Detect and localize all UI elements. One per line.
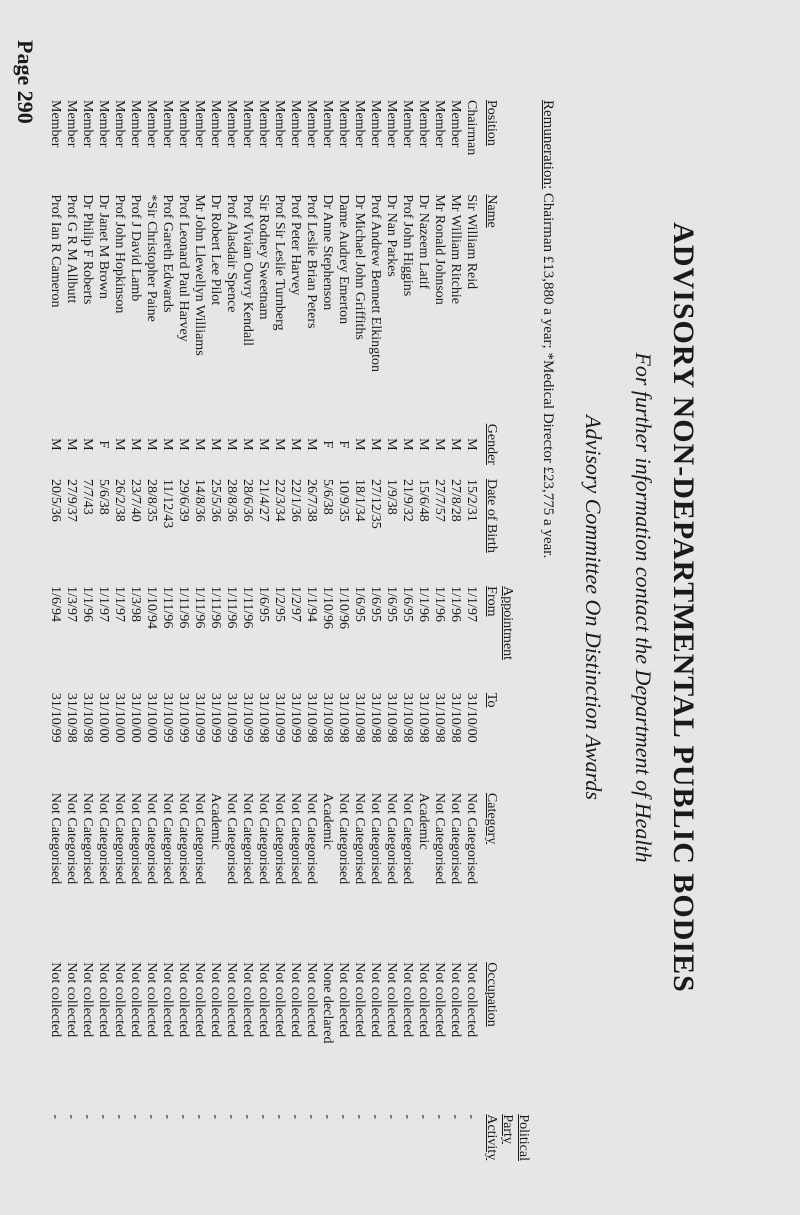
- header-date-of-birth: Date of Birth: [484, 478, 499, 553]
- cell-appointment-from: 1/11/96: [208, 586, 223, 629]
- cell-political: -: [160, 1114, 175, 1119]
- cell-appointment-to: 31/10/00: [128, 692, 143, 743]
- cell-occupation: Not collected: [368, 962, 383, 1038]
- cell-date-of-birth: 27/9/37: [64, 478, 79, 522]
- cell-occupation: None declared: [320, 962, 335, 1044]
- table-row: [191, 100, 207, 1175]
- cell-occupation: Not collected: [384, 962, 399, 1038]
- cell-appointment-from: 1/6/94: [48, 586, 63, 622]
- cell-position: Member: [368, 100, 383, 148]
- cell-appointment-to: 31/10/98: [256, 692, 271, 743]
- cell-appointment-from: 1/6/95: [384, 586, 399, 622]
- cell-occupation: Not collected: [352, 962, 367, 1038]
- cell-appointment-from: 1/2/95: [272, 586, 287, 622]
- cell-date-of-birth: 28/6/36: [240, 478, 255, 522]
- cell-position: Member: [208, 100, 223, 148]
- cell-occupation: Not collected: [64, 962, 79, 1038]
- cell-position: Member: [64, 100, 79, 148]
- cell-category: Academic: [208, 792, 223, 850]
- cell-name: Sir William Reid: [464, 194, 479, 290]
- cell-appointment-to: 31/10/98: [80, 692, 95, 743]
- cell-occupation: Not collected: [336, 962, 351, 1038]
- cell-gender: M: [432, 438, 447, 451]
- cell-category: Academic: [320, 792, 335, 850]
- cell-date-of-birth: 23/7/40: [128, 478, 143, 522]
- cell-name: Prof Ian R Cameron: [48, 194, 63, 308]
- cell-date-of-birth: 11/12/43: [160, 478, 175, 529]
- header-occupation: Occupation: [484, 962, 499, 1027]
- cell-date-of-birth: 21/9/32: [400, 478, 415, 522]
- cell-name: Sir Rodney Sweetnam: [256, 194, 271, 320]
- header-political: Political Party Activity: [484, 1114, 531, 1161]
- cell-position: Member: [400, 100, 415, 148]
- cell-occupation: Not collected: [176, 962, 191, 1038]
- cell-gender: M: [400, 438, 415, 451]
- cell-position: Member: [80, 100, 95, 148]
- cell-gender: M: [176, 438, 191, 451]
- cell-occupation: Not collected: [464, 962, 479, 1038]
- table-row: [415, 100, 431, 1175]
- cell-gender: M: [384, 438, 399, 451]
- cell-occupation: Not collected: [448, 962, 463, 1038]
- cell-political: -: [64, 1114, 79, 1119]
- cell-category: Not Categorised: [80, 792, 95, 885]
- cell-gender: M: [288, 438, 303, 451]
- cell-political: -: [304, 1114, 319, 1119]
- table-row: [447, 100, 463, 1175]
- cell-appointment-from: 1/2/97: [288, 586, 303, 622]
- cell-category: Not Categorised: [112, 792, 127, 885]
- cell-date-of-birth: 22/1/36: [288, 478, 303, 522]
- cell-name: Prof J David Lamb: [128, 194, 143, 302]
- cell-political: -: [384, 1114, 399, 1119]
- table-row: [223, 100, 239, 1175]
- table-row: [47, 100, 63, 1175]
- cell-occupation: Not collected: [112, 962, 127, 1038]
- page-subtitle: For further information contact the Department of Health: [631, 352, 656, 863]
- cell-gender: M: [128, 438, 143, 451]
- cell-date-of-birth: 27/7/57: [432, 478, 447, 522]
- cell-name: Dr Nazeem Latif: [416, 194, 431, 290]
- cell-appointment-to: 31/10/00: [464, 692, 479, 743]
- cell-name: Prof Alasdair Spence: [224, 194, 239, 313]
- cell-appointment-to: 31/10/98: [400, 692, 415, 743]
- cell-position: Member: [288, 100, 303, 148]
- cell-appointment-from: 1/3/97: [64, 586, 79, 622]
- cell-appointment-to: 31/10/99: [48, 692, 63, 743]
- cell-name: Dr Robert Lee Pilot: [208, 194, 223, 306]
- cell-political: -: [432, 1114, 447, 1119]
- cell-appointment-from: 1/11/96: [240, 586, 255, 629]
- cell-name: Prof John Hopkinson: [112, 194, 127, 314]
- cell-category: Not Categorised: [368, 792, 383, 885]
- cell-date-of-birth: 5/6/38: [320, 478, 335, 515]
- cell-name: Dr Janet M Brown: [96, 194, 111, 299]
- cell-gender: M: [160, 438, 175, 451]
- table-row: [63, 100, 79, 1175]
- cell-position: Member: [256, 100, 271, 148]
- table-row: [175, 100, 191, 1175]
- cell-gender: M: [112, 438, 127, 451]
- cell-gender: M: [144, 438, 159, 451]
- cell-occupation: Not collected: [96, 962, 111, 1038]
- cell-gender: M: [352, 438, 367, 451]
- cell-appointment-from: 1/11/96: [224, 586, 239, 629]
- cell-position: Member: [352, 100, 367, 148]
- cell-appointment-to: 31/10/98: [384, 692, 399, 743]
- cell-position: Member: [240, 100, 255, 148]
- cell-gender: F: [320, 440, 335, 449]
- table-row: [463, 100, 479, 1175]
- cell-category: Not Categorised: [288, 792, 303, 885]
- cell-gender: M: [256, 438, 271, 451]
- cell-appointment-from: 1/1/96: [416, 586, 431, 622]
- table-row: [111, 100, 127, 1175]
- cell-political: -: [336, 1114, 351, 1119]
- cell-gender: M: [304, 438, 319, 451]
- cell-category: Not Categorised: [240, 792, 255, 885]
- header-category: Category: [484, 792, 499, 845]
- members-table: [47, 100, 531, 1175]
- cell-date-of-birth: 5/6/38: [96, 478, 111, 515]
- cell-political: -: [256, 1114, 271, 1119]
- cell-political: -: [176, 1114, 191, 1119]
- cell-political: -: [288, 1114, 303, 1119]
- table-row: [431, 100, 447, 1175]
- cell-appointment-to: 31/10/99: [224, 692, 239, 743]
- cell-category: Not Categorised: [336, 792, 351, 885]
- cell-occupation: Not collected: [256, 962, 271, 1038]
- cell-appointment-to: 31/10/00: [112, 692, 127, 743]
- table-row: [399, 100, 415, 1175]
- cell-appointment-from: 1/11/96: [176, 586, 191, 629]
- cell-occupation: Not collected: [208, 962, 223, 1038]
- table-row: [159, 100, 175, 1175]
- header-gender: Gender: [484, 423, 499, 465]
- cell-date-of-birth: 14/8/36: [192, 478, 207, 522]
- cell-appointment-from: 1/3/98: [128, 586, 143, 622]
- cell-gender: F: [96, 440, 111, 449]
- body-name: Advisory Committee On Distinction Awards: [581, 415, 606, 800]
- cell-category: Not Categorised: [96, 792, 111, 885]
- cell-gender: M: [464, 438, 479, 451]
- cell-appointment-from: 1/10/96: [320, 586, 335, 629]
- cell-category: Not Categorised: [304, 792, 319, 885]
- cell-appointment-to: 31/10/98: [448, 692, 463, 743]
- header-position: Position: [484, 100, 499, 146]
- cell-position: Member: [128, 100, 143, 148]
- remuneration-label: Remuneration:: [540, 100, 556, 190]
- cell-political: -: [80, 1114, 95, 1119]
- table-row: [287, 100, 303, 1175]
- cell-category: Not Categorised: [272, 792, 287, 885]
- table-row: [319, 100, 335, 1175]
- cell-appointment-from: 1/1/96: [80, 586, 95, 622]
- cell-occupation: Not collected: [304, 962, 319, 1038]
- table-row: [383, 100, 399, 1175]
- cell-category: Not Categorised: [448, 792, 463, 885]
- cell-political: -: [448, 1114, 463, 1119]
- cell-political: -: [400, 1114, 415, 1119]
- table-row: [143, 100, 159, 1175]
- cell-category: Not Categorised: [160, 792, 175, 885]
- cell-occupation: Not collected: [192, 962, 207, 1038]
- cell-occupation: Not collected: [160, 962, 175, 1038]
- cell-date-of-birth: 7/7/43: [80, 478, 95, 515]
- cell-appointment-to: 31/10/99: [208, 692, 223, 743]
- cell-occupation: Not collected: [400, 962, 415, 1038]
- cell-date-of-birth: 15/2/31: [464, 478, 479, 522]
- cell-appointment-from: 1/11/96: [192, 586, 207, 629]
- cell-appointment-from: 1/10/96: [336, 586, 351, 629]
- cell-name: Dame Audrey Emerton: [336, 194, 351, 325]
- cell-position: Member: [48, 100, 63, 148]
- cell-appointment-to: 31/10/98: [368, 692, 383, 743]
- cell-appointment-from: 1/1/94: [304, 586, 319, 622]
- cell-gender: M: [448, 438, 463, 451]
- cell-political: -: [192, 1114, 207, 1119]
- cell-category: Not Categorised: [176, 792, 191, 885]
- cell-political: -: [240, 1114, 255, 1119]
- cell-category: Not Categorised: [384, 792, 399, 885]
- cell-appointment-to: 31/10/99: [240, 692, 255, 743]
- cell-name: Prof Leslie Brian Peters: [304, 194, 319, 329]
- cell-name: Prof Sir Leslie Turnberg: [272, 194, 287, 331]
- table-row: [335, 100, 351, 1175]
- cell-political: -: [272, 1114, 287, 1119]
- cell-category: Not Categorised: [128, 792, 143, 885]
- cell-date-of-birth: 26/7/38: [304, 478, 319, 522]
- cell-name: Prof John Higgins: [400, 194, 415, 297]
- cell-occupation: Not collected: [224, 962, 239, 1038]
- cell-occupation: Not collected: [240, 962, 255, 1038]
- cell-position: Member: [176, 100, 191, 148]
- cell-occupation: Not collected: [128, 962, 143, 1038]
- cell-appointment-to: 31/10/98: [64, 692, 79, 743]
- header-name: Name: [484, 194, 499, 228]
- cell-date-of-birth: 10/9/35: [336, 478, 351, 522]
- cell-appointment-from: 1/1/96: [432, 586, 447, 622]
- cell-category: Not Categorised: [400, 792, 415, 885]
- cell-appointment-to: 31/10/99: [176, 692, 191, 743]
- cell-position: Member: [432, 100, 447, 148]
- cell-gender: M: [192, 438, 207, 451]
- cell-political: -: [112, 1114, 127, 1119]
- cell-name: Mr Ronald Johnson: [432, 194, 447, 305]
- cell-date-of-birth: 28/8/35: [144, 478, 159, 522]
- cell-name: Dr Anne Stephenson: [320, 194, 335, 311]
- table-row: [271, 100, 287, 1175]
- cell-name: Prof Leonard Paul Harvey: [176, 194, 191, 342]
- cell-appointment-from: 1/11/96: [160, 586, 175, 629]
- cell-appointment-to: 31/10/99: [288, 692, 303, 743]
- cell-name: Mr John Llewellyn Williams: [192, 194, 207, 356]
- cell-category: Not Categorised: [432, 792, 447, 885]
- table-row: [239, 100, 255, 1175]
- cell-appointment-from: 1/6/95: [368, 586, 383, 622]
- cell-category: Not Categorised: [192, 792, 207, 885]
- cell-position: Member: [160, 100, 175, 148]
- cell-category: Not Categorised: [224, 792, 239, 885]
- cell-category: Not Categorised: [256, 792, 271, 885]
- cell-appointment-to: 31/10/98: [432, 692, 447, 743]
- page-title: ADVISORY NON-DEPARTMENTAL PUBLIC BODIES: [667, 222, 700, 993]
- cell-date-of-birth: 21/4/27: [256, 478, 271, 522]
- cell-appointment-to: 31/10/98: [336, 692, 351, 743]
- cell-appointment-from: 1/1/97: [112, 586, 127, 622]
- cell-appointment-to: 31/10/98: [416, 692, 431, 743]
- cell-appointment-to: 31/10/98: [320, 692, 335, 743]
- table-row: [127, 100, 143, 1175]
- cell-occupation: Not collected: [416, 962, 431, 1038]
- cell-name: Mr William Ritchie: [448, 194, 463, 304]
- cell-political: -: [128, 1114, 143, 1119]
- cell-political: -: [368, 1114, 383, 1119]
- table-row: [367, 100, 383, 1175]
- cell-date-of-birth: 27/8/28: [448, 478, 463, 522]
- cell-position: Member: [144, 100, 159, 148]
- cell-category: Not Categorised: [464, 792, 479, 885]
- cell-position: Member: [272, 100, 287, 148]
- cell-appointment-to: 31/10/98: [352, 692, 367, 743]
- cell-position: Member: [192, 100, 207, 148]
- cell-political: -: [416, 1114, 431, 1119]
- cell-political: -: [224, 1114, 239, 1119]
- cell-political: -: [96, 1114, 111, 1119]
- cell-appointment-to: 31/10/00: [96, 692, 111, 743]
- cell-category: Not Categorised: [352, 792, 367, 885]
- remuneration-text: Chairman £13,880 a year; *Medical Director £23,775 a year.: [540, 189, 556, 559]
- cell-name: Prof Gareth Edwards: [160, 194, 175, 313]
- cell-gender: M: [368, 438, 383, 451]
- cell-date-of-birth: 18/1/34: [352, 478, 367, 522]
- cell-category: Academic: [416, 792, 431, 850]
- table-row: [303, 100, 319, 1175]
- cell-gender: M: [224, 438, 239, 451]
- cell-category: Not Categorised: [48, 792, 63, 885]
- header-appointment-to: To: [484, 692, 499, 708]
- cell-political: -: [464, 1114, 479, 1119]
- cell-appointment-from: 1/1/97: [464, 586, 479, 622]
- cell-name: Dr Philip F Roberts: [80, 194, 95, 305]
- cell-political: -: [144, 1114, 159, 1119]
- remuneration-note: [539, 100, 556, 1175]
- cell-position: Member: [96, 100, 111, 148]
- cell-occupation: Not collected: [432, 962, 447, 1038]
- cell-date-of-birth: 29/6/39: [176, 478, 191, 522]
- cell-date-of-birth: 20/5/36: [48, 478, 63, 522]
- table-row: [255, 100, 271, 1175]
- cell-appointment-from: 1/1/97: [96, 586, 111, 622]
- cell-appointment-to: 31/10/98: [304, 692, 319, 743]
- cell-gender: M: [208, 438, 223, 451]
- cell-appointment-from: 1/10/94: [144, 586, 159, 629]
- cell-position: Member: [304, 100, 319, 148]
- cell-occupation: Not collected: [80, 962, 95, 1038]
- cell-date-of-birth: 1/9/38: [384, 478, 399, 515]
- cell-position: Member: [112, 100, 127, 148]
- cell-appointment-to: 31/10/00: [144, 692, 159, 743]
- cell-occupation: Not collected: [272, 962, 287, 1038]
- cell-category: Not Categorised: [144, 792, 159, 885]
- cell-gender: M: [416, 438, 431, 451]
- table-row: [79, 100, 95, 1175]
- table-row: [207, 100, 223, 1175]
- cell-date-of-birth: 15/6/48: [416, 478, 431, 522]
- cell-political: -: [352, 1114, 367, 1119]
- cell-name: Prof Vivian Ouvry Kendall: [240, 194, 255, 347]
- cell-category: Not Categorised: [64, 792, 79, 885]
- cell-political: -: [48, 1114, 63, 1119]
- cell-gender: M: [80, 438, 95, 451]
- cell-gender: M: [272, 438, 287, 451]
- cell-appointment-from: 1/6/95: [256, 586, 271, 622]
- table-row: [351, 100, 367, 1175]
- cell-gender: F: [336, 440, 351, 449]
- cell-name: Prof G R M Allbutt: [64, 194, 79, 304]
- cell-name: Prof Andrew Bennett Elkington: [368, 194, 383, 373]
- cell-political: -: [320, 1114, 335, 1119]
- cell-name: Dr Michael John Griffiths: [352, 194, 367, 340]
- cell-political: -: [208, 1114, 223, 1119]
- cell-date-of-birth: 25/5/36: [208, 478, 223, 522]
- cell-name: Dr Nan Parkes: [384, 194, 399, 277]
- cell-date-of-birth: 26/2/38: [112, 478, 127, 522]
- header-appointment-from: Appointment From: [484, 586, 515, 661]
- cell-appointment-to: 31/10/99: [160, 692, 175, 743]
- cell-gender: M: [64, 438, 79, 451]
- cell-appointment-to: 31/10/99: [272, 692, 287, 743]
- cell-position: Member: [384, 100, 399, 148]
- cell-position: Chairman: [464, 100, 479, 156]
- cell-date-of-birth: 27/12/35: [368, 478, 383, 529]
- cell-date-of-birth: 22/3/34: [272, 478, 287, 522]
- cell-appointment-from: 1/6/95: [400, 586, 415, 622]
- cell-appointment-from: 1/6/95: [352, 586, 367, 622]
- cell-appointment-from: 1/1/96: [448, 586, 463, 622]
- cell-position: Member: [416, 100, 431, 148]
- cell-gender: M: [240, 438, 255, 451]
- cell-date-of-birth: 28/8/36: [224, 478, 239, 522]
- cell-occupation: Not collected: [288, 962, 303, 1038]
- table-header-row: [479, 100, 531, 1175]
- cell-appointment-to: 31/10/99: [192, 692, 207, 743]
- cell-occupation: Not collected: [144, 962, 159, 1038]
- cell-occupation: Not collected: [48, 962, 63, 1038]
- cell-position: Member: [336, 100, 351, 148]
- cell-name: *Sir Christopher Paine: [144, 194, 159, 322]
- page-number: Page 290: [13, 40, 38, 124]
- cell-position: Member: [224, 100, 239, 148]
- cell-gender: M: [48, 438, 63, 451]
- cell-position: Member: [448, 100, 463, 148]
- cell-position: Member: [320, 100, 335, 148]
- table-row: [95, 100, 111, 1175]
- cell-name: Prof Peter Harvey: [288, 194, 303, 296]
